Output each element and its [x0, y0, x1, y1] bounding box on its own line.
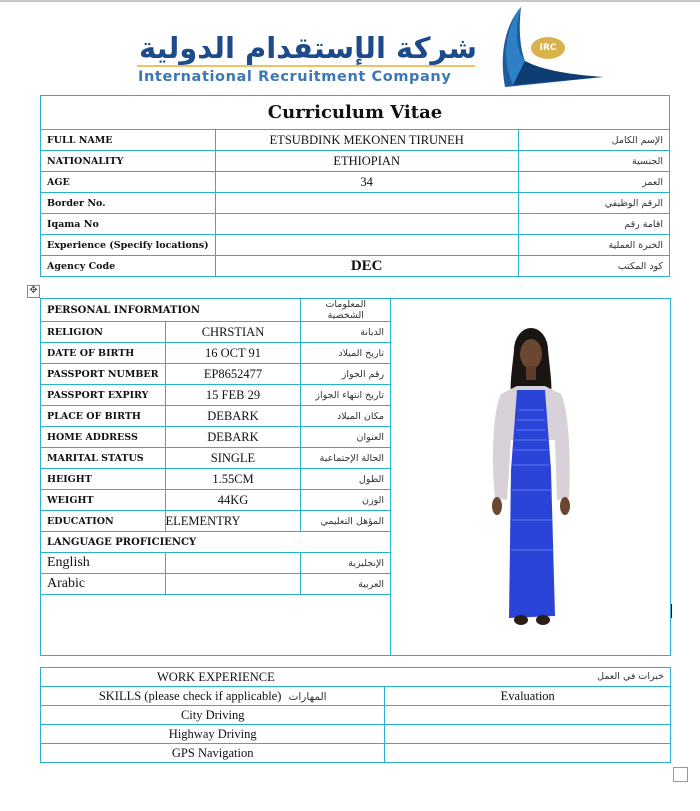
field-label-ar: العنوان	[301, 427, 391, 448]
field-label: PLACE OF BIRTH	[41, 406, 166, 427]
border-no-field[interactable]	[215, 193, 518, 214]
home-address-field[interactable]: DEBARK	[165, 427, 301, 448]
field-label: RELIGION	[41, 322, 166, 343]
personal-info-heading: PERSONAL INFORMATION	[41, 299, 301, 322]
skills-header-row	[41, 687, 671, 706]
passport-expiry-field[interactable]: 15 FEB 29	[165, 385, 301, 406]
work-experience-heading: WORK EXPERIENCE	[157, 670, 275, 684]
field-label: HOME ADDRESS	[41, 427, 166, 448]
skill-evaluation-field[interactable]	[385, 725, 671, 744]
skill-row	[41, 706, 671, 725]
field-label-ar: الرقم الوظيفي	[518, 193, 669, 214]
cv-row-experience	[41, 235, 670, 256]
language-proficiency-heading: LANGUAGE PROFICIENCY	[41, 532, 391, 553]
passport-number-field[interactable]: EP8652477	[165, 364, 301, 385]
field-label: Border No.	[41, 193, 216, 214]
education-field[interactable]: ELEMENTRY	[165, 511, 301, 532]
field-label: FULL NAME	[41, 130, 216, 151]
table-resize-handle[interactable]	[673, 767, 688, 782]
company-name-english: International Recruitment Company	[138, 69, 452, 85]
field-label-ar: العمر	[518, 172, 669, 193]
field-label-ar: المؤهل التعليمي	[301, 511, 391, 532]
english-proficiency-field[interactable]	[165, 553, 301, 574]
skill-row	[41, 744, 671, 763]
logo-divider	[137, 65, 475, 67]
skill-name: City Driving	[41, 706, 385, 725]
field-label: WEIGHT	[41, 490, 166, 511]
language-label-ar: العربية	[301, 574, 391, 595]
cv-row-age	[41, 172, 670, 193]
skills-table	[40, 667, 671, 763]
arabic-proficiency-field[interactable]	[165, 574, 301, 595]
cv-row-border-no	[41, 193, 670, 214]
field-label: AGE	[41, 172, 216, 193]
field-label-ar: الإسم الكامل	[518, 130, 669, 151]
company-logo	[135, 5, 605, 89]
cv-row-agency-code	[41, 256, 670, 277]
age-field[interactable]: 34	[215, 172, 518, 193]
photo-cell	[391, 299, 671, 656]
field-label: Iqama No	[41, 214, 216, 235]
field-label: PASSPORT EXPIRY	[41, 385, 166, 406]
skill-name: Highway Driving	[41, 725, 385, 744]
evaluation-heading: Evaluation	[385, 687, 671, 706]
language-label: English	[41, 553, 166, 574]
place-of-birth-field[interactable]: DEBARK	[165, 406, 301, 427]
work-experience-row	[41, 668, 671, 687]
personal-info-table	[40, 298, 671, 656]
logo-badge: IRC	[531, 37, 565, 59]
religion-field[interactable]: CHRSTIAN	[165, 322, 301, 343]
candidate-photo	[471, 320, 591, 630]
field-label-ar: الحالة الإجتماعية	[301, 448, 391, 469]
cv-summary-table	[40, 95, 670, 277]
field-label: NATIONALITY	[41, 151, 216, 172]
field-label: EDUCATION	[41, 511, 166, 532]
date-of-birth-field[interactable]: 16 OCT 91	[165, 343, 301, 364]
skills-heading-ar: المهارات	[288, 690, 327, 703]
text-cursor	[671, 604, 672, 618]
field-label-ar: مكان الميلاد	[301, 406, 391, 427]
field-label: DATE OF BIRTH	[41, 343, 166, 364]
field-label-ar: الخبرة العملية	[518, 235, 669, 256]
field-label: MARITAL STATUS	[41, 448, 166, 469]
field-label-ar: تاريخ الميلاد	[301, 343, 391, 364]
field-label-ar: الطول	[301, 469, 391, 490]
blank-notes-cell[interactable]	[41, 595, 391, 656]
skill-name: GPS Navigation	[41, 744, 385, 763]
cv-title: Curriculum Vitae	[41, 96, 670, 130]
page-top-border	[0, 0, 700, 2]
nationality-field[interactable]: ETHIOPIAN	[215, 151, 518, 172]
field-label: Agency Code	[41, 256, 216, 277]
cv-row-iqama-no	[41, 214, 670, 235]
agency-code-field[interactable]: DEC	[215, 256, 518, 277]
field-label-ar: الجنسية	[518, 151, 669, 172]
field-label-ar: اقامة رقم	[518, 214, 669, 235]
field-label: HEIGHT	[41, 469, 166, 490]
language-label: Arabic	[41, 574, 166, 595]
field-label-ar: رقم الجواز	[301, 364, 391, 385]
work-experience-heading-ar: خبرات في العمل	[597, 671, 664, 682]
personal-info-heading-ar: المعلومات الشخصية	[301, 299, 391, 322]
company-name-arabic: شركة الإستقدام الدولية	[138, 31, 477, 65]
skill-evaluation-field[interactable]	[385, 706, 671, 725]
cv-row-nationality	[41, 151, 670, 172]
move-arrows-icon[interactable]: ✥	[27, 285, 40, 298]
field-label-ar: كود المكتب	[518, 256, 669, 277]
iqama-no-field[interactable]	[215, 214, 518, 235]
language-label-ar: الإنجليزية	[301, 553, 391, 574]
full-name-field[interactable]: ETSUBDINK MEKONEN TIRUNEH	[215, 130, 518, 151]
marital-status-field[interactable]: SINGLE	[165, 448, 301, 469]
height-field[interactable]: 1.55CM	[165, 469, 301, 490]
field-label-ar: تاريخ انتهاء الجواز	[301, 385, 391, 406]
skill-row	[41, 725, 671, 744]
field-label: Experience (Specify locations)	[41, 235, 216, 256]
skill-evaluation-field[interactable]	[385, 744, 671, 763]
experience-field[interactable]	[215, 235, 518, 256]
cv-row-full-name	[41, 130, 670, 151]
skills-heading: SKILLS (please check if applicable)	[98, 688, 282, 703]
field-label-ar: الوزن	[301, 490, 391, 511]
weight-field[interactable]: 44KG	[165, 490, 301, 511]
field-label-ar: الديانة	[301, 322, 391, 343]
skills-heading-cell	[41, 687, 385, 706]
field-label: PASSPORT NUMBER	[41, 364, 166, 385]
